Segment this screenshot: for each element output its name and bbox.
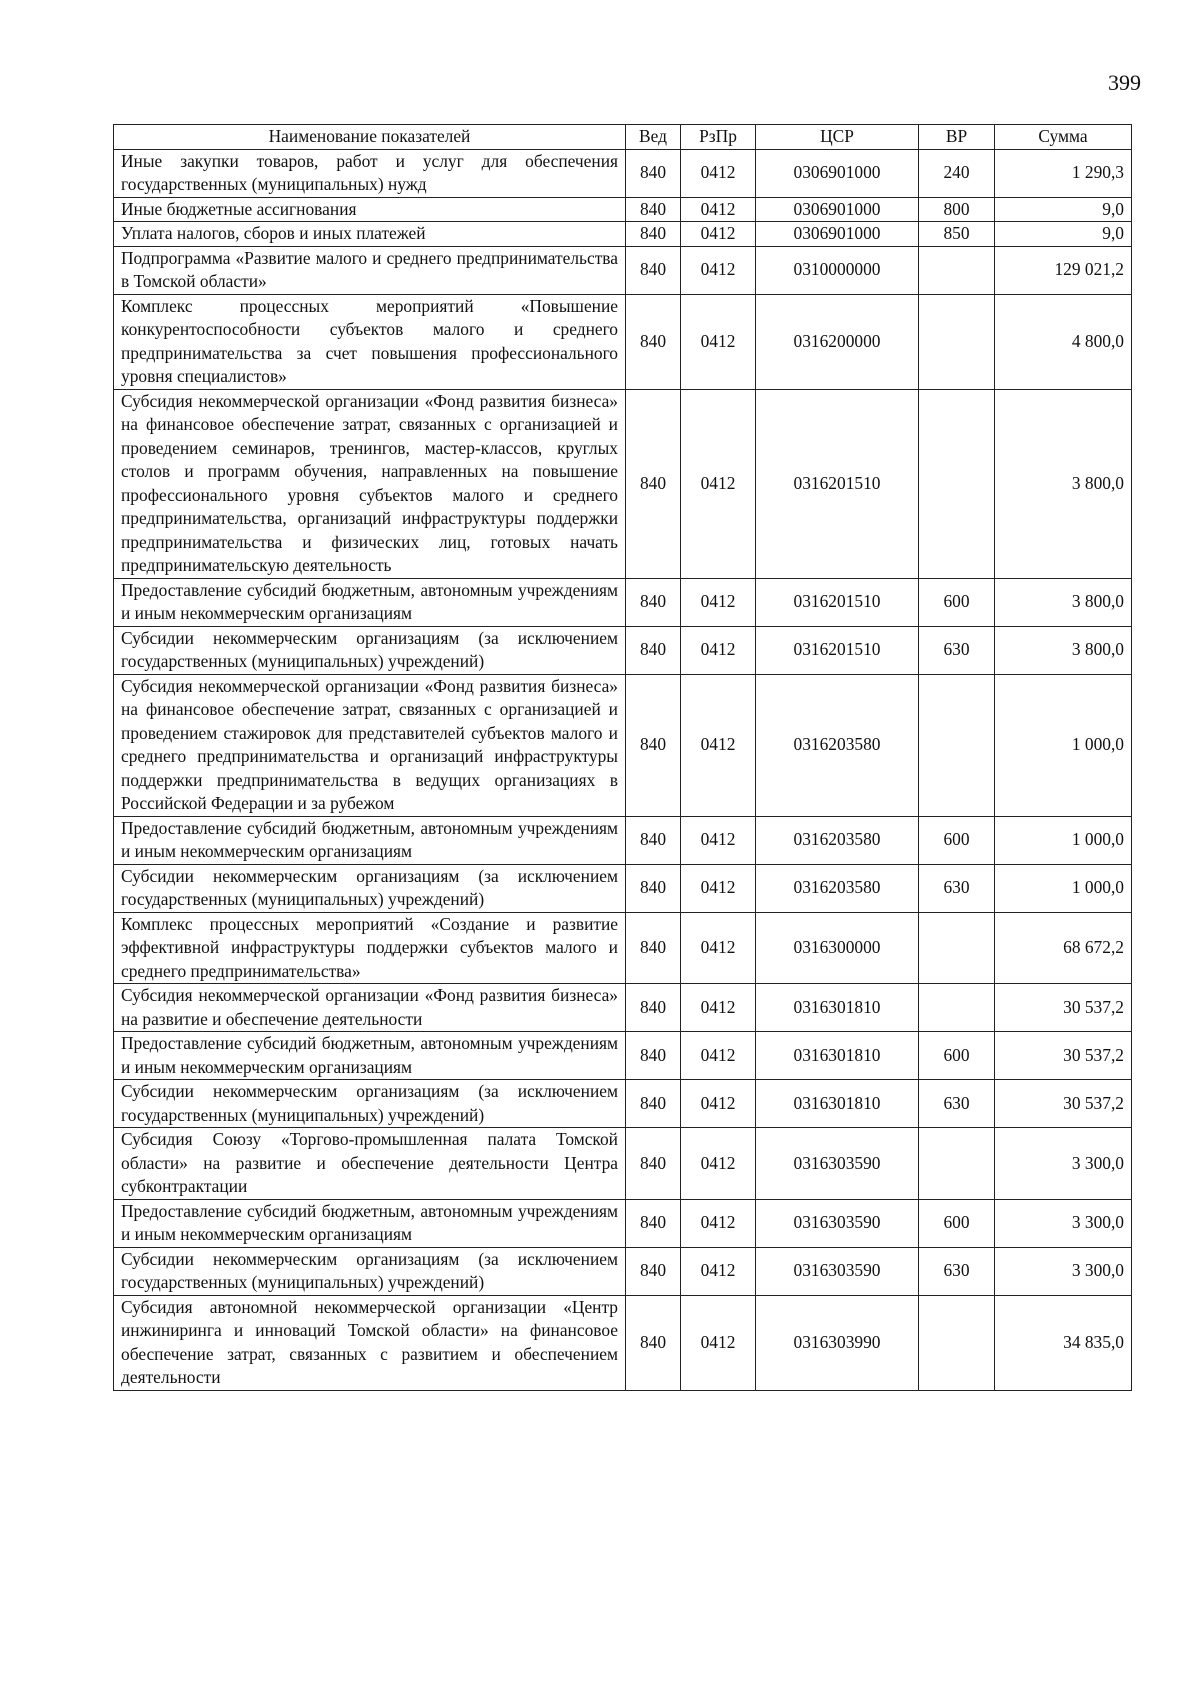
- cell-name: Предоставление субсидий бюджетным, автономным учреждениям и иным некоммерческим организациям: [114, 1199, 626, 1247]
- cell-sum: 9,0: [995, 222, 1132, 247]
- cell-rzpr: 0412: [681, 222, 756, 247]
- cell-sum: 4 800,0: [995, 294, 1132, 389]
- cell-name: Субсидии некоммерческим организациям (за исключением государственных (муниципальных) учреждений): [114, 626, 626, 674]
- cell-vr: [919, 246, 995, 294]
- cell-csr: 0316201510: [756, 626, 919, 674]
- cell-rzpr: 0412: [681, 1199, 756, 1247]
- cell-sum: 34 835,0: [995, 1295, 1132, 1390]
- table-row: [114, 1199, 1132, 1247]
- cell-csr: 0316303590: [756, 1128, 919, 1200]
- cell-csr: 0316301810: [756, 1080, 919, 1128]
- table-row: [114, 626, 1132, 674]
- cell-name: Иные бюджетные ассигнования: [114, 197, 626, 222]
- cell-csr: 0316303590: [756, 1199, 919, 1247]
- table-row: [114, 864, 1132, 912]
- header-rzpr: РзПр: [681, 125, 756, 150]
- cell-rzpr: 0412: [681, 626, 756, 674]
- cell-vr: [919, 389, 995, 578]
- cell-vr: [919, 294, 995, 389]
- cell-name: Субсидия некоммерческой организации «Фонд развития бизнеса» на развитие и обеспечение деятельности: [114, 984, 626, 1032]
- cell-vr: [919, 1295, 995, 1390]
- cell-csr: 0316201510: [756, 389, 919, 578]
- table-row: [114, 149, 1132, 197]
- cell-csr: 0310000000: [756, 246, 919, 294]
- cell-vr: 800: [919, 197, 995, 222]
- cell-ved: 840: [626, 246, 681, 294]
- cell-name: Субсидия некоммерческой организации «Фонд развития бизнеса» на финансовое обеспечение затрат, связанных с организацией и проведением семинаров, тренингов, мастер-классов, круглых столов и программ обучения, направленных на повышение профессионального уровня субъектов малого и среднего предпринимательства, организаций инфраструктуры поддержки предпринимательства и физических лиц, готовых начать предпринимательскую деятельность: [114, 389, 626, 578]
- cell-sum: 3 800,0: [995, 389, 1132, 578]
- cell-name: Предоставление субсидий бюджетным, автономным учреждениям и иным некоммерческим организациям: [114, 816, 626, 864]
- cell-csr: 0306901000: [756, 149, 919, 197]
- table-row: [114, 222, 1132, 247]
- cell-name: Иные закупки товаров, работ и услуг для обеспечения государственных (муниципальных) нужд: [114, 149, 626, 197]
- cell-ved: 840: [626, 1199, 681, 1247]
- cell-csr: 0316301810: [756, 1032, 919, 1080]
- cell-rzpr: 0412: [681, 197, 756, 222]
- cell-vr: 600: [919, 1032, 995, 1080]
- cell-vr: 600: [919, 578, 995, 626]
- cell-sum: 30 537,2: [995, 984, 1132, 1032]
- cell-name: Субсидия автономной некоммерческой организации «Центр инжиниринга и инноваций Томской области» на финансовое обеспечение затрат, связанных с развитием и обеспечением деятельности: [114, 1295, 626, 1390]
- cell-rzpr: 0412: [681, 984, 756, 1032]
- cell-rzpr: 0412: [681, 864, 756, 912]
- cell-sum: 1 000,0: [995, 816, 1132, 864]
- table-row: [114, 1032, 1132, 1080]
- table-header-row: [114, 125, 1132, 150]
- cell-sum: 1 000,0: [995, 674, 1132, 816]
- cell-name: Субсидия некоммерческой организации «Фонд развития бизнеса» на финансовое обеспечение затрат, связанных с организацией и проведением стажировок для представителей субъектов малого и среднего предпринимательства и организаций инфраструктуры поддержки предпринимательства в ведущих организациях в Российской Федерации и за рубежом: [114, 674, 626, 816]
- cell-sum: 3 800,0: [995, 578, 1132, 626]
- cell-name: Субсидия Союзу «Торгово-промышленная палата Томской области» на развитие и обеспечение деятельности Центра субконтрактации: [114, 1128, 626, 1200]
- table-row: [114, 389, 1132, 578]
- cell-csr: 0316203580: [756, 674, 919, 816]
- cell-rzpr: 0412: [681, 1128, 756, 1200]
- header-vr: ВР: [919, 125, 995, 150]
- cell-ved: 840: [626, 674, 681, 816]
- cell-vr: [919, 674, 995, 816]
- table-row: [114, 246, 1132, 294]
- cell-csr: 0316303990: [756, 1295, 919, 1390]
- cell-sum: 1 290,3: [995, 149, 1132, 197]
- cell-vr: [919, 1128, 995, 1200]
- cell-vr: 850: [919, 222, 995, 247]
- cell-vr: 600: [919, 816, 995, 864]
- table-row: [114, 578, 1132, 626]
- cell-rzpr: 0412: [681, 294, 756, 389]
- cell-sum: 3 300,0: [995, 1199, 1132, 1247]
- cell-vr: 600: [919, 1199, 995, 1247]
- cell-rzpr: 0412: [681, 912, 756, 984]
- cell-rzpr: 0412: [681, 674, 756, 816]
- cell-vr: 630: [919, 1247, 995, 1295]
- cell-sum: 30 537,2: [995, 1080, 1132, 1128]
- cell-ved: 840: [626, 1247, 681, 1295]
- table-row: [114, 1295, 1132, 1390]
- cell-csr: 0316300000: [756, 912, 919, 984]
- header-csr: ЦСР: [756, 125, 919, 150]
- table-row: [114, 674, 1132, 816]
- cell-ved: 840: [626, 984, 681, 1032]
- table-body: [114, 149, 1132, 1390]
- cell-vr: 630: [919, 1080, 995, 1128]
- table-row: [114, 197, 1132, 222]
- cell-csr: 0316203580: [756, 816, 919, 864]
- cell-sum: 9,0: [995, 197, 1132, 222]
- page-number: 399: [1108, 70, 1141, 95]
- cell-sum: 68 672,2: [995, 912, 1132, 984]
- header-name: Наименование показателей: [114, 125, 626, 150]
- cell-csr: 0316200000: [756, 294, 919, 389]
- cell-ved: 840: [626, 197, 681, 222]
- cell-sum: 3 800,0: [995, 626, 1132, 674]
- cell-csr: 0316303590: [756, 1247, 919, 1295]
- cell-ved: 840: [626, 1032, 681, 1080]
- cell-ved: 840: [626, 912, 681, 984]
- cell-rzpr: 0412: [681, 389, 756, 578]
- cell-ved: 840: [626, 1080, 681, 1128]
- header-sum: Сумма: [995, 125, 1132, 150]
- budget-table: [113, 124, 1132, 1391]
- cell-vr: 630: [919, 864, 995, 912]
- cell-vr: [919, 984, 995, 1032]
- cell-vr: 240: [919, 149, 995, 197]
- cell-ved: 840: [626, 222, 681, 247]
- cell-rzpr: 0412: [681, 578, 756, 626]
- cell-rzpr: 0412: [681, 816, 756, 864]
- table-row: [114, 984, 1132, 1032]
- table-row: [114, 294, 1132, 389]
- cell-vr: 630: [919, 626, 995, 674]
- cell-sum: 30 537,2: [995, 1032, 1132, 1080]
- cell-ved: 840: [626, 626, 681, 674]
- cell-rzpr: 0412: [681, 149, 756, 197]
- cell-name: Комплекс процессных мероприятий «Создание и развитие эффективной инфраструктуры поддержки субъектов малого и среднего предпринимательства»: [114, 912, 626, 984]
- table-row: [114, 1247, 1132, 1295]
- cell-name: Предоставление субсидий бюджетным, автономным учреждениям и иным некоммерческим организациям: [114, 578, 626, 626]
- cell-sum: 3 300,0: [995, 1247, 1132, 1295]
- cell-name: Субсидии некоммерческим организациям (за исключением государственных (муниципальных) учреждений): [114, 1080, 626, 1128]
- cell-ved: 840: [626, 1128, 681, 1200]
- cell-ved: 840: [626, 149, 681, 197]
- cell-ved: 840: [626, 389, 681, 578]
- cell-csr: 0316203580: [756, 864, 919, 912]
- cell-ved: 840: [626, 1295, 681, 1390]
- cell-name: Субсидии некоммерческим организациям (за исключением государственных (муниципальных) учреждений): [114, 1247, 626, 1295]
- cell-rzpr: 0412: [681, 1080, 756, 1128]
- cell-ved: 840: [626, 816, 681, 864]
- cell-rzpr: 0412: [681, 246, 756, 294]
- cell-vr: [919, 912, 995, 984]
- cell-ved: 840: [626, 294, 681, 389]
- cell-ved: 840: [626, 864, 681, 912]
- cell-csr: 0316301810: [756, 984, 919, 1032]
- cell-name: Субсидии некоммерческим организациям (за исключением государственных (муниципальных) учреждений): [114, 864, 626, 912]
- table-row: [114, 912, 1132, 984]
- table-row: [114, 1080, 1132, 1128]
- cell-rzpr: 0412: [681, 1295, 756, 1390]
- cell-name: Уплата налогов, сборов и иных платежей: [114, 222, 626, 247]
- cell-sum: 3 300,0: [995, 1128, 1132, 1200]
- cell-rzpr: 0412: [681, 1247, 756, 1295]
- cell-ved: 840: [626, 578, 681, 626]
- cell-csr: 0316201510: [756, 578, 919, 626]
- table-row: [114, 816, 1132, 864]
- header-ved: Вед: [626, 125, 681, 150]
- cell-csr: 0306901000: [756, 222, 919, 247]
- cell-name: Предоставление субсидий бюджетным, автономным учреждениям и иным некоммерческим организациям: [114, 1032, 626, 1080]
- cell-rzpr: 0412: [681, 1032, 756, 1080]
- table-row: [114, 1128, 1132, 1200]
- cell-name: Комплекс процессных мероприятий «Повышение конкурентоспособности субъектов малого и среднего предпринимательства за счет повышения профессионального уровня специалистов»: [114, 294, 626, 389]
- cell-sum: 1 000,0: [995, 864, 1132, 912]
- cell-sum: 129 021,2: [995, 246, 1132, 294]
- cell-name: Подпрограмма «Развитие малого и среднего предпринимательства в Томской области»: [114, 246, 626, 294]
- cell-csr: 0306901000: [756, 197, 919, 222]
